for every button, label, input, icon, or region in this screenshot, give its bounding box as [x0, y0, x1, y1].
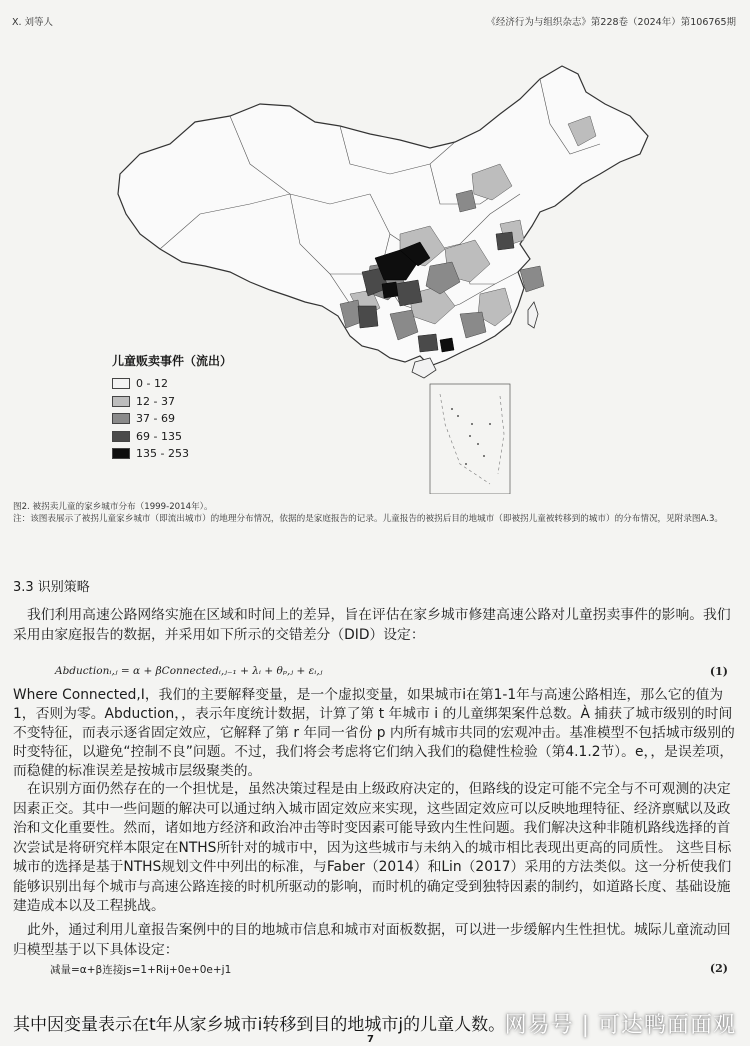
caption-note: 注：该图表展示了被拐儿童家乡城市（即流出城市）的地理分布情况，依据的是家庭报告的记录。儿童报告的被拐后目的地城市（即被拐儿童被转移到的城市）的分布情况，见附录图A.3。 [13, 514, 724, 524]
legend-title: 儿童贩卖事件（流出） [112, 354, 233, 368]
equation-1: Abductionᵢ,ⱼ = α + βConnectedᵢ,ⱼ₋₁ + λᵢ + θₚ,ⱼ + εᵢ,ⱼ [55, 665, 323, 677]
section-heading: 3.3 识别策略 [13, 580, 90, 595]
legend-item [112, 375, 232, 393]
equation-1-number: (1) [709, 665, 728, 678]
journal-citation: 《经济行为与组织杂志》第228卷（2024年）第106765期 [486, 17, 736, 28]
legend-swatch [112, 378, 130, 389]
legend-item [112, 410, 232, 428]
equation-2-number: (2) [709, 962, 728, 975]
caption-title: 图2. 被拐卖儿童的家乡城市分布（1999-2014年）。 [13, 502, 213, 512]
watermark: 网易号 | 可达鸭面面观 [504, 1013, 736, 1038]
paragraph-5: 其中因变量表示在t年从家乡城市i转移到目的地城市j的儿童人数。 [13, 1015, 506, 1035]
legend-swatch [112, 396, 130, 407]
legend-label: 0 - 12 [136, 377, 168, 391]
paragraph-2: Where Connected,I，我们的主要解释变量，是一个虚拟变量，如果城市i在第1-1年与高速公路相连，那么它的值为1，否则为零。Abduction，，表示年度统计数据，计算了第 t 年城市 i 的儿童绑架案件总数。À 捕获了城市级别的时间不变特征，而表示逐省固定效应，它解释了第 r 年同一省份 p 内所有城市共同的宏观冲击。基准模型不包括城市级别的时变特征，以避免“控制不良”问题。不过，我们将会考虑将它们纳入我们的稳健性检验（第4.1.2节）。e，，是误差项，而稳健的标准误差是按城市层级聚类的。 [13, 687, 735, 779]
equation-2: 减量=α+β连接js=1+Rij+0e+0e+j1 [50, 964, 232, 976]
legend-swatch [112, 448, 130, 459]
paragraph-4: 此外，通过利用儿童报告案例中的目的地城市信息和城市对面板数据，可以进一步缓解内生性担忧。城际儿童流动回归模型基于以下具体设定： [13, 922, 731, 958]
legend-swatch [112, 413, 130, 424]
page-number: 7 [367, 1034, 374, 1045]
legend-label: 12 - 37 [136, 394, 175, 408]
map-legend [112, 352, 232, 463]
legend-item [112, 445, 232, 463]
legend-label: 135 - 253 [136, 447, 189, 461]
legend-label: 37 - 69 [136, 412, 175, 426]
paragraph-1: 我们利用高速公路网络实施在区域和时间上的差异，旨在评估在家乡城市修建高速公路对儿童拐卖事件的影响。我们采用由家庭报告的数据，并采用如下所示的交错差分（DID）设定： [13, 607, 731, 643]
legend-swatch [112, 431, 130, 442]
legend-item [112, 393, 232, 411]
paragraph-3: 在识别方面仍然存在的一个担忧是，虽然决策过程是由上级政府决定的，但路线的设定可能不完全与不可观测的决定因素正交。其中一些问题的解决可以通过纳入城市固定效应来实现，这些固定效应可以反映地理特征、经济禀赋以及政治和文化重要性。然而，诸如地方经济和政治冲击等时变因素可能导致内生性问题。我们解决这种非随机路线选择的首次尝试是将研究样本限定在NTHS所针对的城市中，因为这些城市与未纳入的城市相比表现出更高的同质性。 这些目标城市的选择是基于NTHS规划文件中列出的标准，与Faber（2014）和Lin（2017）采用的方法类似。这一分析使我们能够识别出每个城市与高速公路连接的时机所驱动的影响，而时机的确定受到独特因素的制约，如道路长度、基础设施建造成本以及工程挑战。 [13, 781, 732, 914]
legend-label: 69 - 135 [136, 429, 182, 443]
running-author: X. 刘等人 [12, 17, 54, 28]
figure-caption [13, 501, 741, 525]
legend-item [112, 428, 232, 446]
